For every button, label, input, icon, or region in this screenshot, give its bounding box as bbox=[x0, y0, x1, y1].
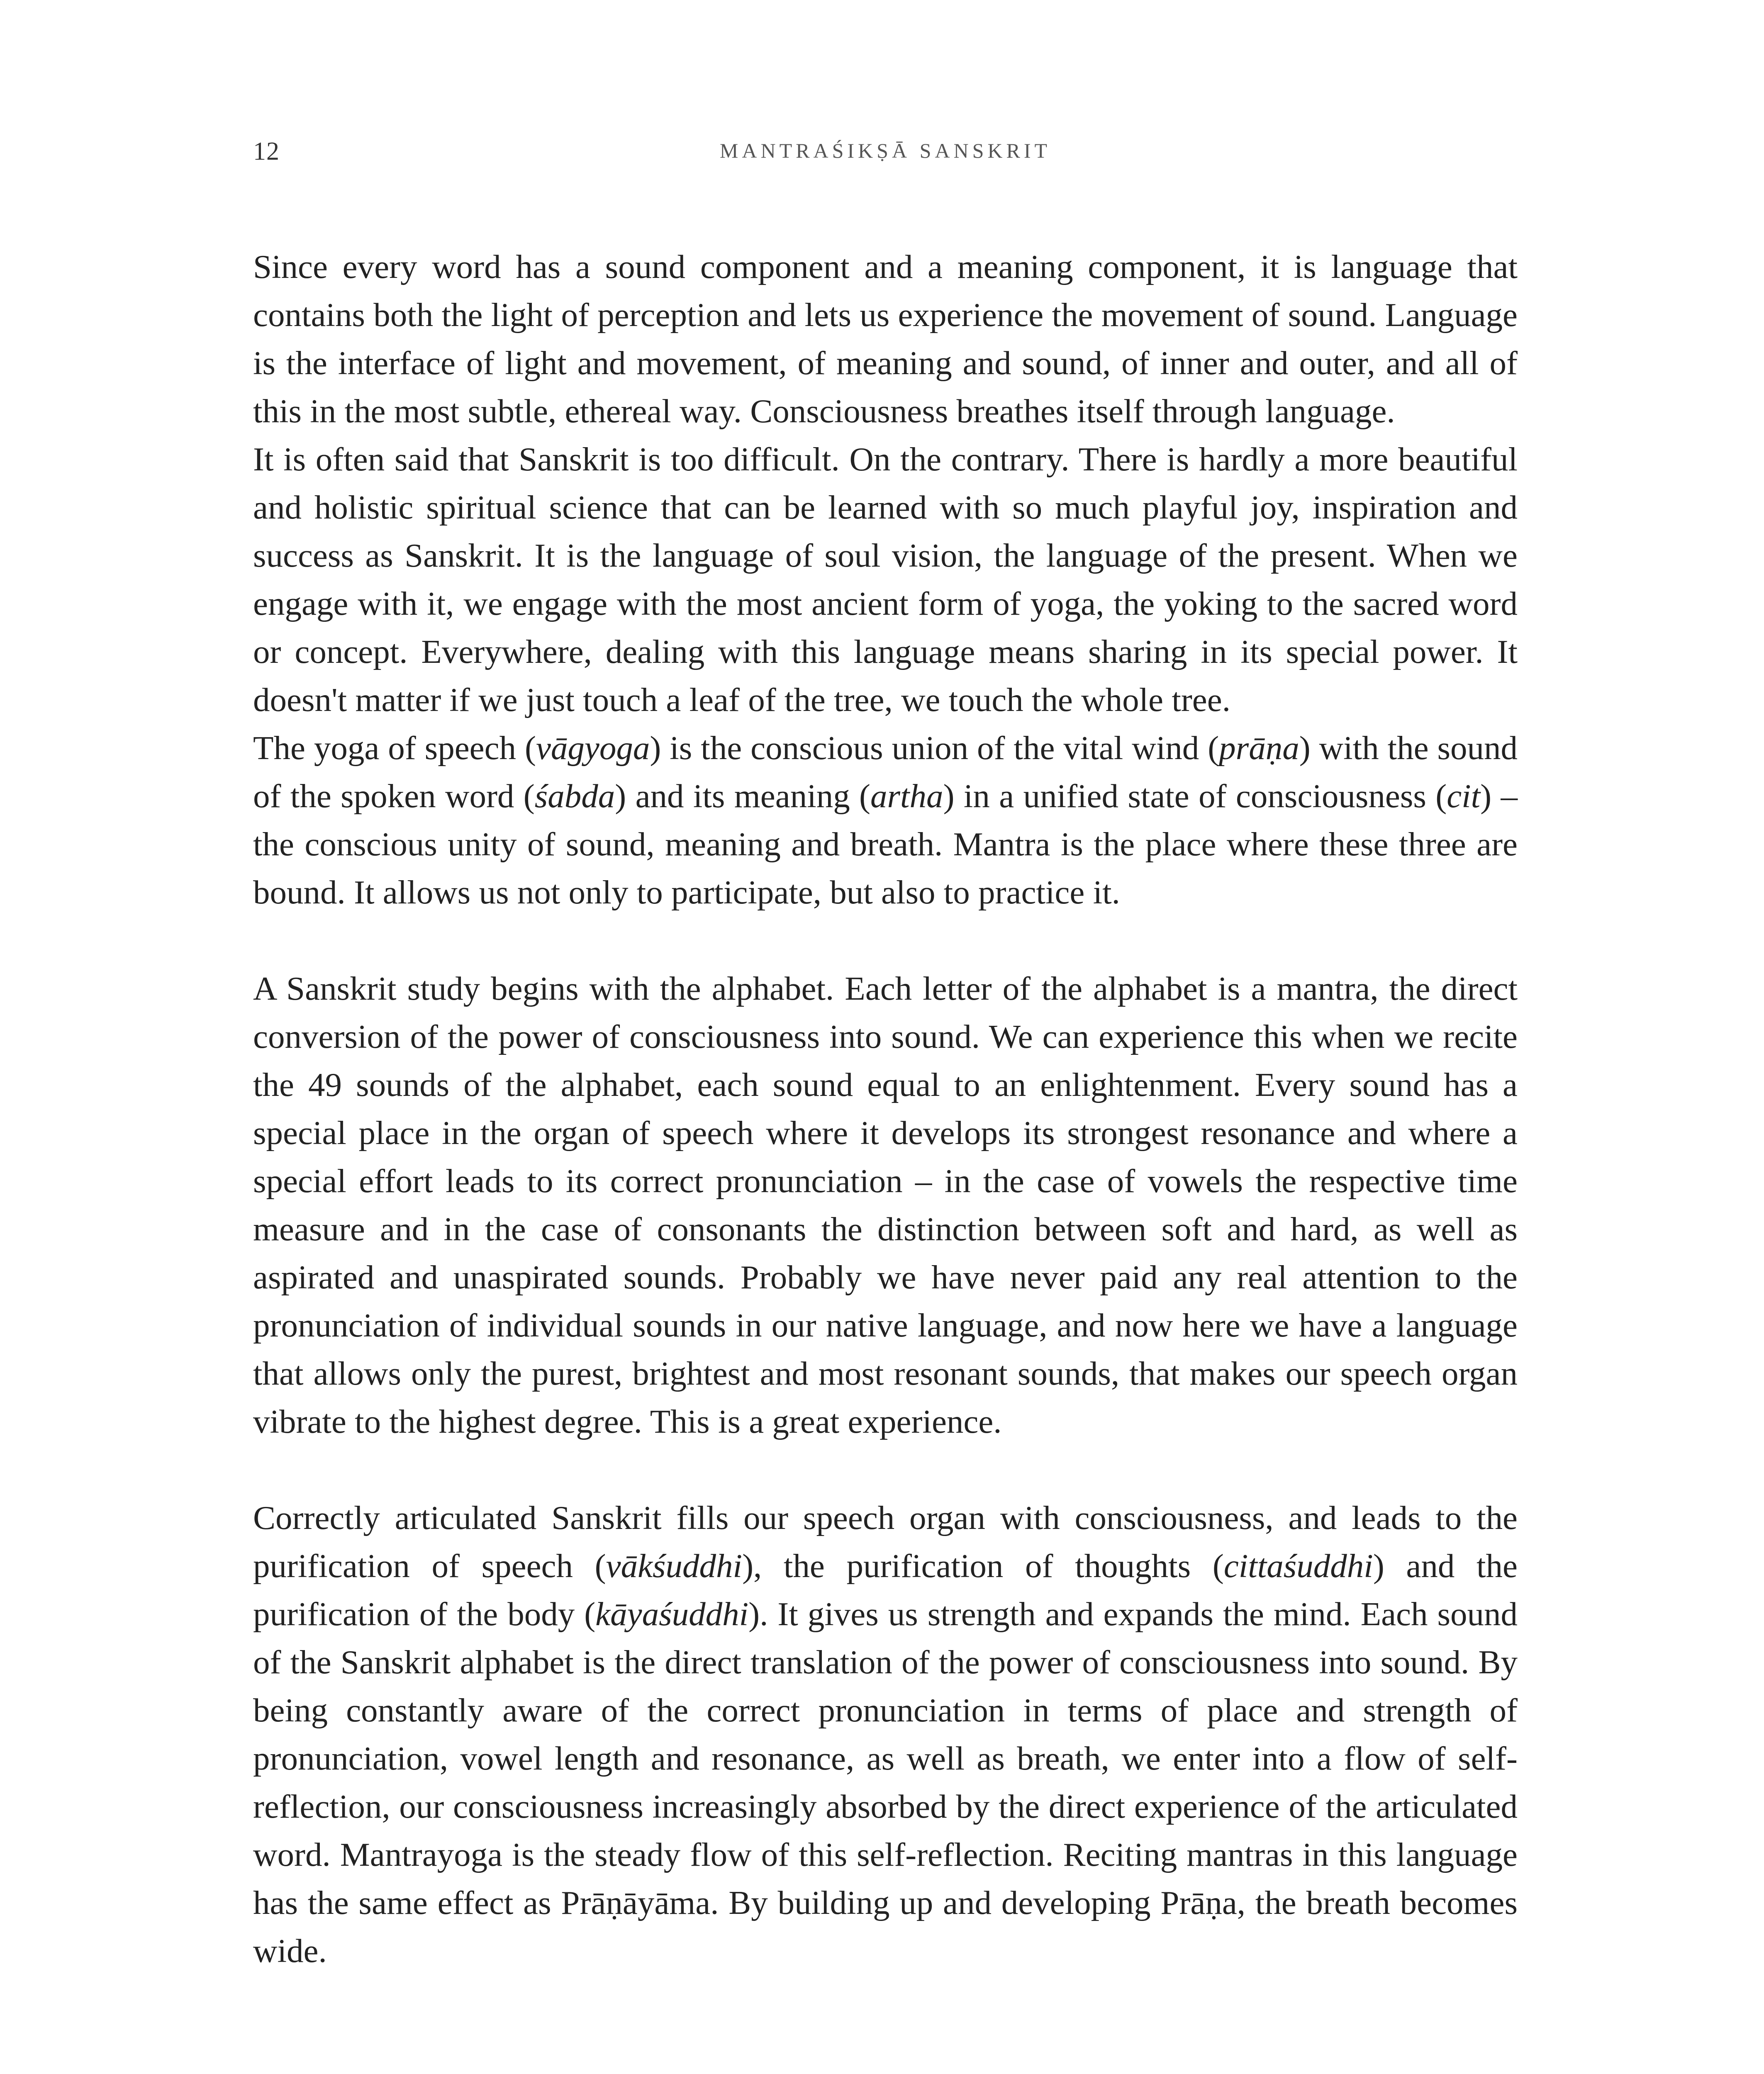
text-span: ) – the conscious unity of sound, meaning and breath. Mantra is the place where these three are bound. It allows us not only to participate, but also to practice it. bbox=[253, 777, 1518, 911]
text-span: ) with the sound of the spoken word ( bbox=[253, 729, 1518, 815]
page-number: 12 bbox=[253, 137, 280, 166]
page-header bbox=[253, 137, 1518, 170]
text-span: ). It gives us strength and expands the mind. Each sound of the Sanskrit alphabet is the direct translation of the power of consciousness into sound. By being constantly aware of the correct pronunciation in terms of place and strength of pronunciation, vowel length and resonance, as well as breath, we enter into a flow of self-reflection, our consciousness increasingly absorbed by the direct experience of the articulated word. Mantrayoga is the steady flow of this self-reflection. Reciting mantras in this language has the same effect as Prāṇāyāma. By building up and developing Prāṇa, the breath becomes wide. bbox=[253, 1595, 1518, 1969]
text-span: Correctly articulated Sanskrit fills our speech organ with consciousness, and leads to the purification of speech ( bbox=[253, 1499, 1518, 1585]
text-span: ), the purification of thoughts ( bbox=[742, 1547, 1224, 1585]
text-span: The yoga of speech ( bbox=[253, 729, 536, 767]
sanskrit-term: śabda bbox=[534, 777, 615, 815]
paragraph-2: It is often said that Sanskrit is too difficult. On the contrary. There is hardly a more beautiful and holistic spiritual science that can be learned with so much playful joy, inspiration and success as Sanskrit. It is the language of soul vision, the language of the present. When we engage with it, we engage with the most ancient form of yoga, the yoking to the sacred word or concept. Everywhere, dealing with this language means sharing in its special power. It doesn't matter if we just touch a leaf of the tree, we touch the whole tree. bbox=[253, 441, 1518, 718]
sanskrit-term: cittaśuddhi bbox=[1223, 1547, 1373, 1585]
sanskrit-term: cit bbox=[1447, 777, 1481, 815]
sanskrit-term: vākśuddhi bbox=[606, 1547, 743, 1585]
paragraph-4: A Sanskrit study begins with the alphabet. Each letter of the alphabet is a mantra, the direct conversion of the power of consciousness into sound. We can experience this when we recite the 49 sounds of the alphabet, each sound equal to an enlightenment. Every sound has a special place in the organ of speech where it develops its strongest resonance and where a special effort leads to its correct pronunciation – in the case of vowels the respective time measure and in the case of consonants the distinction between soft and hard, as well as aspirated and unaspirated sounds. Probably we have never paid any real attention to the pronunciation of individual sounds in our native language, and now here we have a language that allows only the purest, brightest and most resonant sounds, that makes our speech organ vibrate to the highest degree. This is a great experience. bbox=[253, 970, 1518, 1440]
sanskrit-term: prāṇa bbox=[1219, 729, 1299, 767]
text-span: ) and its meaning ( bbox=[615, 777, 871, 815]
paragraph-5 bbox=[253, 1494, 1518, 1975]
body-text bbox=[253, 243, 1518, 1975]
sanskrit-term: kāyaśuddhi bbox=[595, 1595, 749, 1633]
text-span: ) in a unified state of consciousness ( bbox=[943, 777, 1447, 815]
sanskrit-term: artha bbox=[870, 777, 943, 815]
text-span: ) is the conscious union of the vital wind ( bbox=[650, 729, 1219, 767]
paragraph-3 bbox=[253, 724, 1518, 916]
paragraph-1: Since every word has a sound component and a meaning component, it is language that contains both the light of perception and lets us experience the movement of sound. Language is the interface of light and movement, of meaning and sound, of inner and outer, and all of this in the most subtle, ethereal way. Consciousness breathes itself through language. bbox=[253, 248, 1518, 430]
sanskrit-term: vāgyoga bbox=[536, 729, 650, 767]
running-head: MANTRAŚIKṢĀ SANSKRIT bbox=[719, 139, 1051, 162]
text-span: ) and the purification of the body ( bbox=[253, 1547, 1518, 1633]
